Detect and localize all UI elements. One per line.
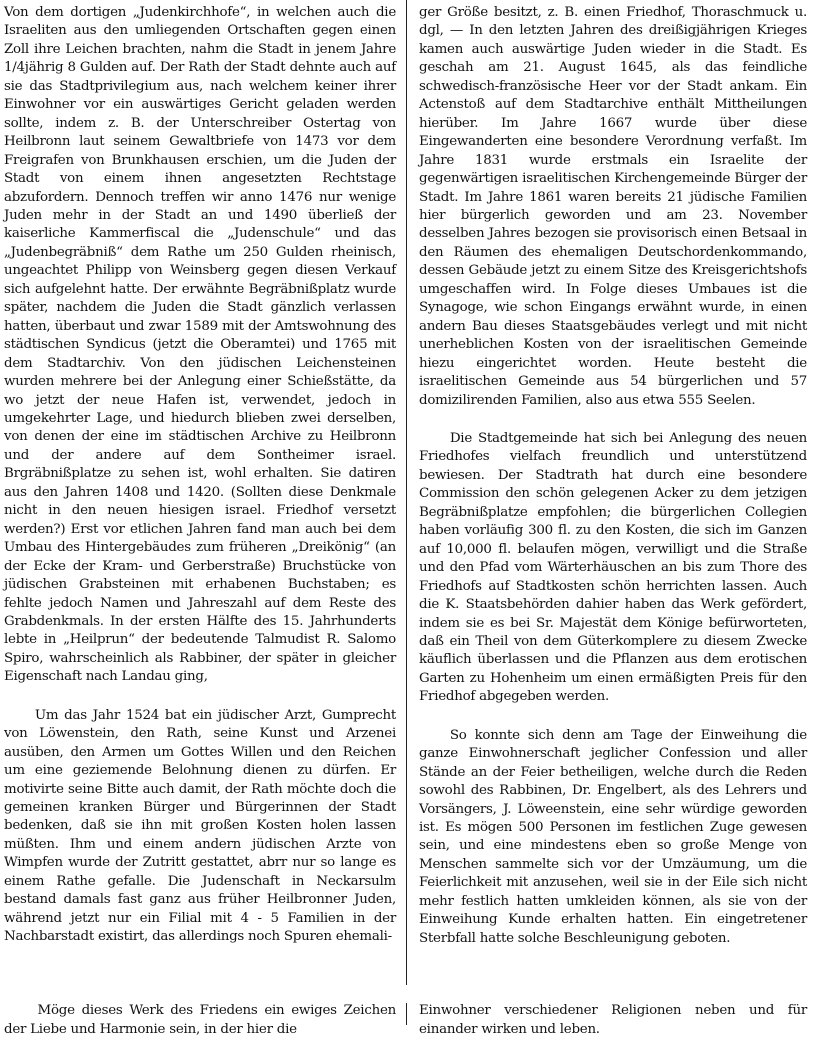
paragraph-jewish-physician-1524: Um das Jahr 1524 bat ein jüdischer Arzt, Gumprecht von Löwenstein, den Rath, seine Kunst und Arzenei ausüben, den Armen um Gottes Willen und den Reichen um eine geziemende Belohnung dienen zu dürfen. Er motivirte seine Bitte auch damit, der Rath möchte doch die gemeinen kranken Bürger und Bürgerinnen der Stadt bedenken, daß sie ihn mit großen Kosten holen lassen müßten. Ihm und einem andern jüdischen Arzte von Wimpfen wurde der Zutritt gestattet, abrr nur so lange es einem Rathe gefalle. Die Judenschaft in Neckarsulm bestand damals fast ganz aus früher Heilbronner Juden, während jetzt nur ein Filial mit 4 - 5 Familien in der Nachbarstadt existirt, das allerdings noch Spuren ehemali- — [4, 707, 396, 945]
closing-text-left: Möge dieses Werk des Friedens ein ewiges Zeichen der Liebe und Harmonie sein, in der hier die — [4, 1003, 396, 1037]
paragraph-community-history: ger Größe besitzt, z. B. einen Friedhof, Thoraschmuck u. dgl, — In den letzten Jahren des dreißigjährigen Krieges kamen auch auswärtige Juden wieder in die Stadt. Es geschah am 21. August 1645, als das feindliche schwedisch-französische Heer vor der Stadt ankam. Ein Actenstoß auf dem Stadtarchive enthält Mittheilungen hierüber. Im Jahre 1667 wurde über diese Eingewanderten eine besondere Verordnung verfaßt. Im Jahre 1831 wurde erstmals ein Israelite der gegenwärtigen israelitischen Kirchengemeinde Bürger der Stadt. Im Jahre 1861 waren bereits 21 jüdische Familien hier bürgerlich geworden und am 23. November desselben Jahres bezogen sie provisorisch einen Betsaal in den Räumen des ehemaligen Deutschordenkommando, dessen Gebäude jetzt zu einem Sitze des Kreisgerichtshofs umgeschaffen wird. In Folge dieses Umbaues ist die Synagoge, wie schon Eingangs erwähnt wurde, in einen andern Bau dieses Staatsgebäudes verlegt und mit nicht unerheblichen Kosten von der israelitischen Gemeinde hiezu eingerichtet worden. Heute besteht die israelitischen Gemeinde aus 54 bürgerlichen und 57 domizilirenden Familien, also aus etwa 555 Seelen. — [419, 5, 807, 408]
paragraph-consecration-day: So konnte sich denn am Tage der Einweihung die ganze Einwohnerschaft jeglicher Confession und aller Stände an der Feier betheiligen, welche durch die Reden sowohl des Rabbinen, Dr. Engelbert, als des Lehrers und Vorsängers, J. Löweenstein, eine sehr würdige geworden ist. Es mögen 500 Personen im festlichen Zuge gewesen sein, und eine mindestens eben so große Menge von Menschen sammelte sich vor der Umzäumung, um die Feierlichkeit mit anzusehen, weil sie in der Eile sich nicht mehr festlich hatten umkleiden können, als sie von der Einweihung Kunde erhalten hatten. Ein eingetretener Sterbfall hatte solche Beschleunigung geboten. — [419, 727, 807, 946]
closing-text-right: Einwohner verschiedener Religionen neben und für einander wirken und leben. — [419, 1003, 807, 1037]
right-column — [419, 4, 807, 948]
closing-sentence-left — [4, 1001, 396, 1039]
paragraph-city-support: Die Stadtgemeinde hat sich bei Anlegung des neuen Friedhofes vielfach freundlich und unterstützend bewiesen. Der Stadtrath hat durch eine besondere Commission den schön gelegenen Acker zu dem jetzigen Begräbnißplatze empfohlen; die bürgerlichen Collegien haben vorläufig 300 fl. zu den Kosten, die sich im Ganzen auf 10,000 fl. belaufen mögen, verwilligt und die Straße und den Pfad vom Wärterhäuschen an bis zum Thore des Friedhofs auf Stadtkosten schön herrichten lassen. Auch die K. Staatsbehörden dahier haben das Werk gefördert, indem sie es bei Sr. Majestät dem Könige befürworteten, daß ein Theil von dem Güterkomplere zu diesem Zwecke käuflich überlassen und die Pflanzen aus dem erotischen Garten zu Hohenheim um einen ermäßigten Preis für den Friedhof abgegeben werden. — [419, 430, 807, 705]
closing-sentence-right — [419, 1001, 807, 1039]
column-divider — [406, 0, 407, 985]
paragraph-jewish-cemetery-history: Von dem dortigen „Judenkirchhofe“, in welchen auch die Israeliten aus den umliegenden Ortschaften gegen einen Zoll ihre Leichen brachten, nahm die Stadt in jenem Jahre 1/4jährig 8 Gulden auf. Der Rath der Stadt dehnte auch auf sie das Stadtprivilegium aus, nach welchem keiner ihrer Einwohner vor ein auswärtiges Gericht geladen werden sollte, indem z. B. der Unterschreiber Ostertag von Heilbronn laut seinem Gewaltbriefe von 1473 vor dem Freigrafen von Brunkhausen erschien, um die Juden der Stadt von einem ihnen angesetzten Rechtstage abzufordern. Dennoch treffen wir anno 1476 nur wenige Juden mehr in der Stadt an und 1490 überließ der kaiserliche Kammerfiscal die „Judenschule“ und das „Judenbegräbniß“ dem Rathe um 250 Gulden rheinisch, ungeachtet Philipp von Weinsberg gegen diesen Verkauf sich aufgelehnt hatte. Der erwähnte Begräbnißplatz wurde später, nachdem die Juden die Stadt gänzlich verlassen hatten, überbaut und zwar 1589 mit der Amtswohnung des städtischen Syndicus (jetzt die Oberamtei) und 1765 mit dem Stadtarchiv. Von den jüdischen Leichensteinen wurden mehrere bei der Anlegung einer Schießstätte, da wo jetzt der neue Hafen ist, verwendet, jedoch in umgekehrter Lage, und hiedurch blieben zwei derselben, von denen der eine im städtischen Archive zu Heilbronn und der andere auf dem Sontheimer israel. Brgräbnißplatze zu sehen ist, wohl erhalten. Sie datiren aus den Jahren 1408 und 1420. (Sollten diese Denkmale nicht in den neuen hiesigen israel. Friedhof versetzt werden?) Erst vor etlichen Jahren fand man auch bei dem Umbau des Hintergebäudes zum früheren „Dreikönig“ (an der Ecke der Kram- und Gerberstraße) Bruchstücke von jüdischen Grabsteinen mit erhabenen Buchstaben; es fehlte jedoch Namen und Jahreszahl auf dem Reste des Grabdenkmals. In der ersten Hälfte des 15. Jahrhunderts lebte in „Heilprun“ der bedeutende Talmudist R. Salomo Spiro, wahrscheinlich als Rabbiner, der später in gleicher Eigenschaft nach Landau ging, — [4, 5, 396, 685]
footer-divider — [406, 1003, 407, 1025]
left-column — [4, 4, 396, 947]
